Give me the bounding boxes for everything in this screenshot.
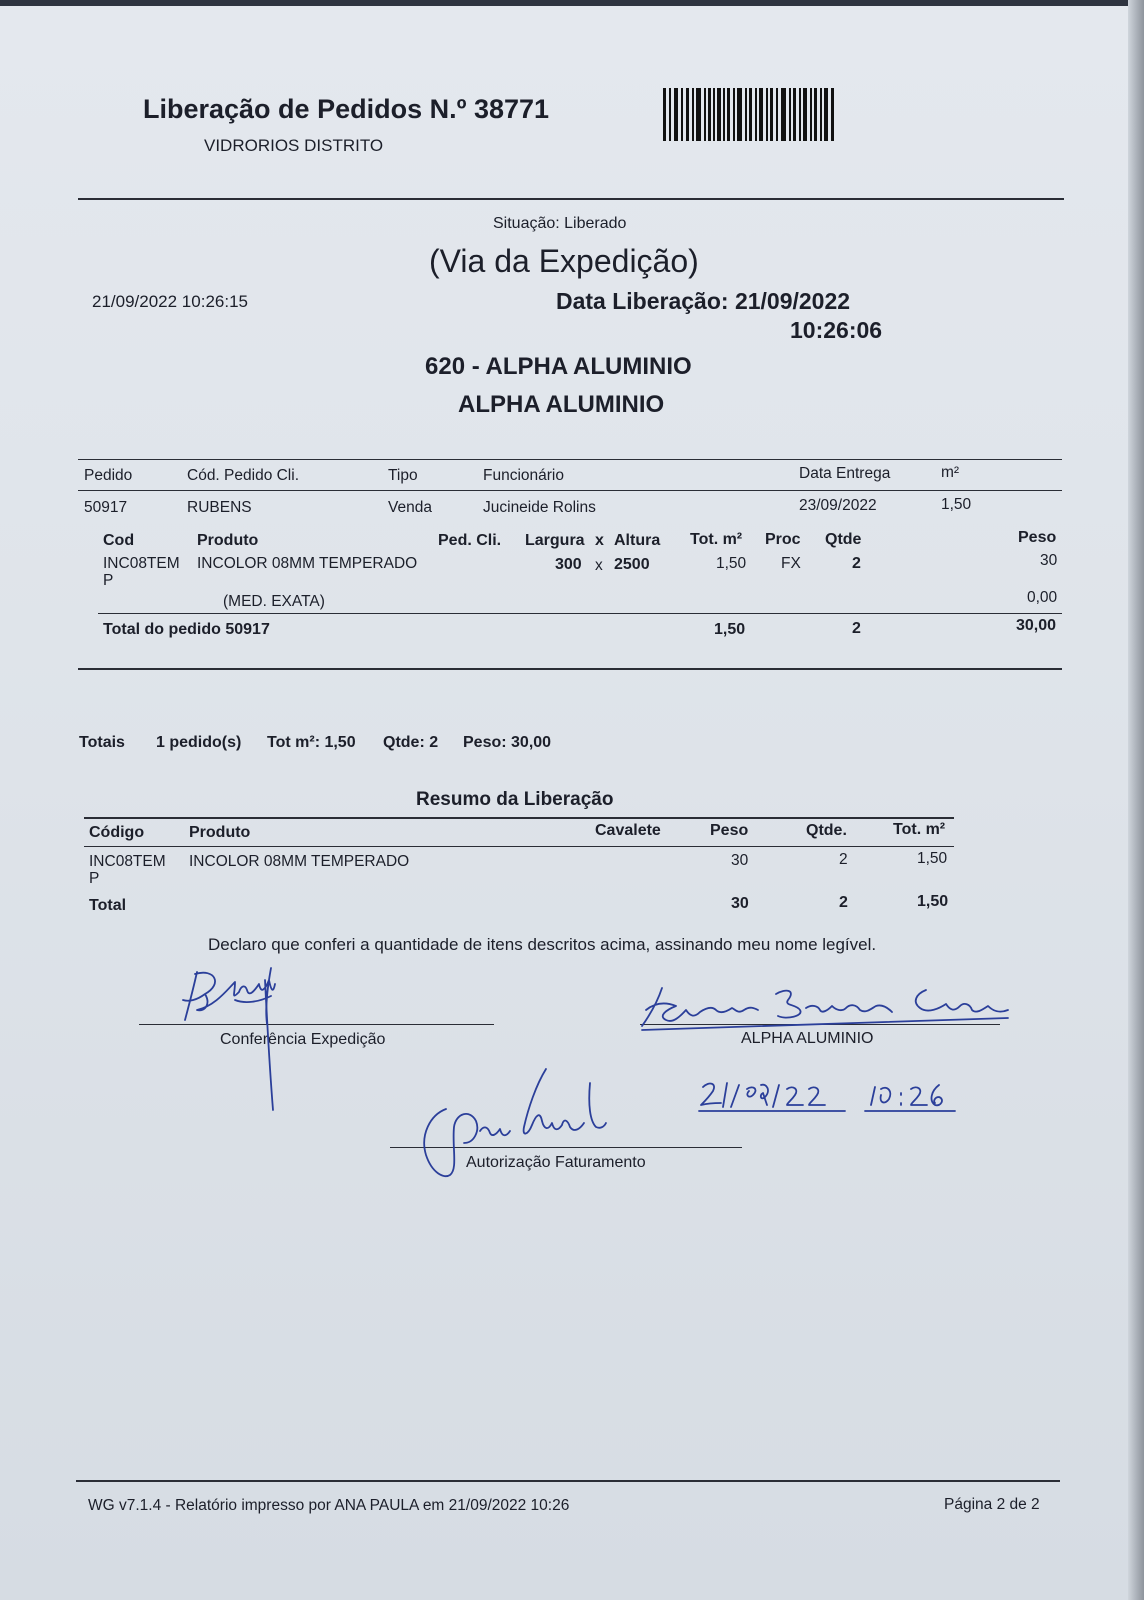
item-header-qtde: Qtde	[825, 531, 862, 548]
item-largura: 300	[555, 556, 582, 573]
item-header-cod: Cod	[103, 532, 135, 549]
col-header-funcionario: Funcionário	[483, 467, 564, 484]
resumo-top-rule	[84, 817, 954, 819]
order-total-peso: 30,00	[1016, 617, 1057, 634]
footer-divider	[76, 1480, 1060, 1482]
order-funcionario: Jucineide Rolins	[483, 499, 596, 516]
col-header-tipo: Tipo	[388, 467, 418, 484]
item-header-largura: Largura	[525, 532, 585, 549]
resumo-tot-m2: 1,50	[917, 850, 948, 867]
item-proc: FX	[781, 555, 801, 572]
totais-label: Totais	[79, 734, 125, 751]
order-tipo: Venda	[388, 499, 432, 516]
client-name: ALPHA ALUMINIO	[458, 391, 665, 418]
conferencia-signature	[175, 960, 305, 1120]
item-note-peso: 0,00	[1027, 589, 1058, 606]
resumo-codigo: INC08TEM	[89, 853, 166, 870]
footer-page-number: Página 2 de 2	[944, 1496, 1040, 1513]
resumo-header-produto: Produto	[189, 824, 251, 841]
resumo-header-qtde: Qtde.	[806, 822, 847, 839]
item-tot-m2: 1,50	[716, 555, 747, 572]
resumo-header-rule	[84, 846, 954, 847]
order-total-qtde: 2	[852, 620, 861, 637]
resumo-total-label: Total	[89, 897, 127, 914]
resumo-qtde: 2	[839, 851, 848, 868]
totais-peso: Peso: 30,00	[463, 734, 552, 751]
company-name: VIDRORIOS DISTRITO	[204, 136, 384, 155]
item-altura: 2500	[614, 556, 650, 573]
client-signature-label: ALPHA ALUMINIO	[741, 1030, 874, 1047]
order-data-entrega: 23/09/2022	[799, 497, 877, 514]
totais-pedidos: 1 pedido(s)	[156, 734, 242, 751]
item-header-produto: Produto	[197, 532, 259, 549]
col-header-pedido: Pedido	[84, 467, 133, 484]
item-header-tot-m2: Tot. m²	[690, 531, 743, 548]
totais-tot-m2: Tot m²: 1,50	[267, 734, 356, 751]
col-header-data-entrega: Data Entrega	[799, 465, 891, 482]
item-qtde: 2	[852, 555, 861, 572]
resumo-header-cavalete: Cavalete	[595, 822, 661, 839]
data-liberacao-time: 10:26:06	[790, 317, 883, 343]
client-code-name: 620 - ALPHA ALUMINIO	[425, 353, 692, 380]
document-title: Liberação de Pedidos N.º 38771	[143, 94, 550, 124]
resumo-title: Resumo da Liberação	[416, 789, 614, 810]
client-signature	[636, 980, 1026, 1040]
order-cod-pedido-cli: RUBENS	[187, 499, 252, 516]
footer-printed-by: WG v7.1.4 - Relatório impresso por ANA PAULA em 21/09/2022 10:26	[88, 1497, 570, 1514]
item-header-x: x	[595, 532, 604, 549]
page-top-edge	[0, 0, 1144, 6]
situacao-label: Situação: Liberado	[493, 215, 627, 232]
order-m2: 1,50	[941, 496, 972, 513]
handwritten-date	[695, 1075, 985, 1115]
items-total-rule	[98, 613, 1062, 614]
col-header-m2: m²	[941, 464, 960, 481]
conferencia-label: Conferência Expedição	[220, 1031, 386, 1048]
order-total-m2: 1,50	[714, 621, 746, 638]
resumo-header-codigo: Código	[89, 824, 145, 841]
item-cod-wrap: P	[103, 572, 114, 589]
via-expedicao-label: (Via da Expedição)	[429, 243, 699, 279]
resumo-header-tot-m2: Tot. m²	[893, 821, 946, 838]
item-header-proc: Proc	[765, 531, 801, 548]
resumo-codigo-wrap: P	[89, 870, 100, 887]
item-produto: INCOLOR 08MM TEMPERADO	[197, 555, 418, 572]
resumo-produto: INCOLOR 08MM TEMPERADO	[189, 853, 410, 870]
order-total-label: Total do pedido 50917	[103, 621, 270, 638]
item-peso: 30	[1040, 552, 1058, 569]
declaration-text: Declaro que conferi a quantidade de itens descritos acima, assinando meu nome legível.	[208, 935, 877, 954]
page-right-edge	[1128, 0, 1144, 1600]
resumo-total-qtde: 2	[839, 894, 848, 911]
resumo-total-tot-m2: 1,50	[917, 893, 949, 910]
item-cod: INC08TEM	[103, 555, 180, 572]
item-header-peso: Peso	[1018, 529, 1057, 546]
data-liberacao: Data Liberação: 21/09/2022	[556, 288, 851, 314]
item-x: x	[595, 557, 603, 574]
autorizacao-signature	[410, 1065, 630, 1185]
item-note: (MED. EXATA)	[223, 593, 325, 610]
resumo-header-peso: Peso	[710, 822, 749, 839]
item-header-altura: Altura	[614, 532, 661, 549]
order-table-header-rule	[78, 490, 1062, 491]
barcode	[663, 88, 836, 141]
order-pedido: 50917	[84, 499, 128, 516]
totais-qtde: Qtde: 2	[383, 734, 439, 751]
header-divider	[78, 198, 1064, 200]
col-header-cod-pedido-cli: Cód. Pedido Cli.	[187, 467, 300, 484]
autorizacao-label: Autorização Faturamento	[466, 1154, 646, 1171]
resumo-peso: 30	[731, 852, 749, 869]
order-table-top-rule	[78, 459, 1062, 460]
printed-datetime: 21/09/2022 10:26:15	[92, 292, 248, 311]
resumo-total-peso: 30	[731, 895, 749, 912]
order-section-divider	[78, 668, 1062, 670]
item-header-ped-cli: Ped. Cli.	[438, 532, 502, 549]
